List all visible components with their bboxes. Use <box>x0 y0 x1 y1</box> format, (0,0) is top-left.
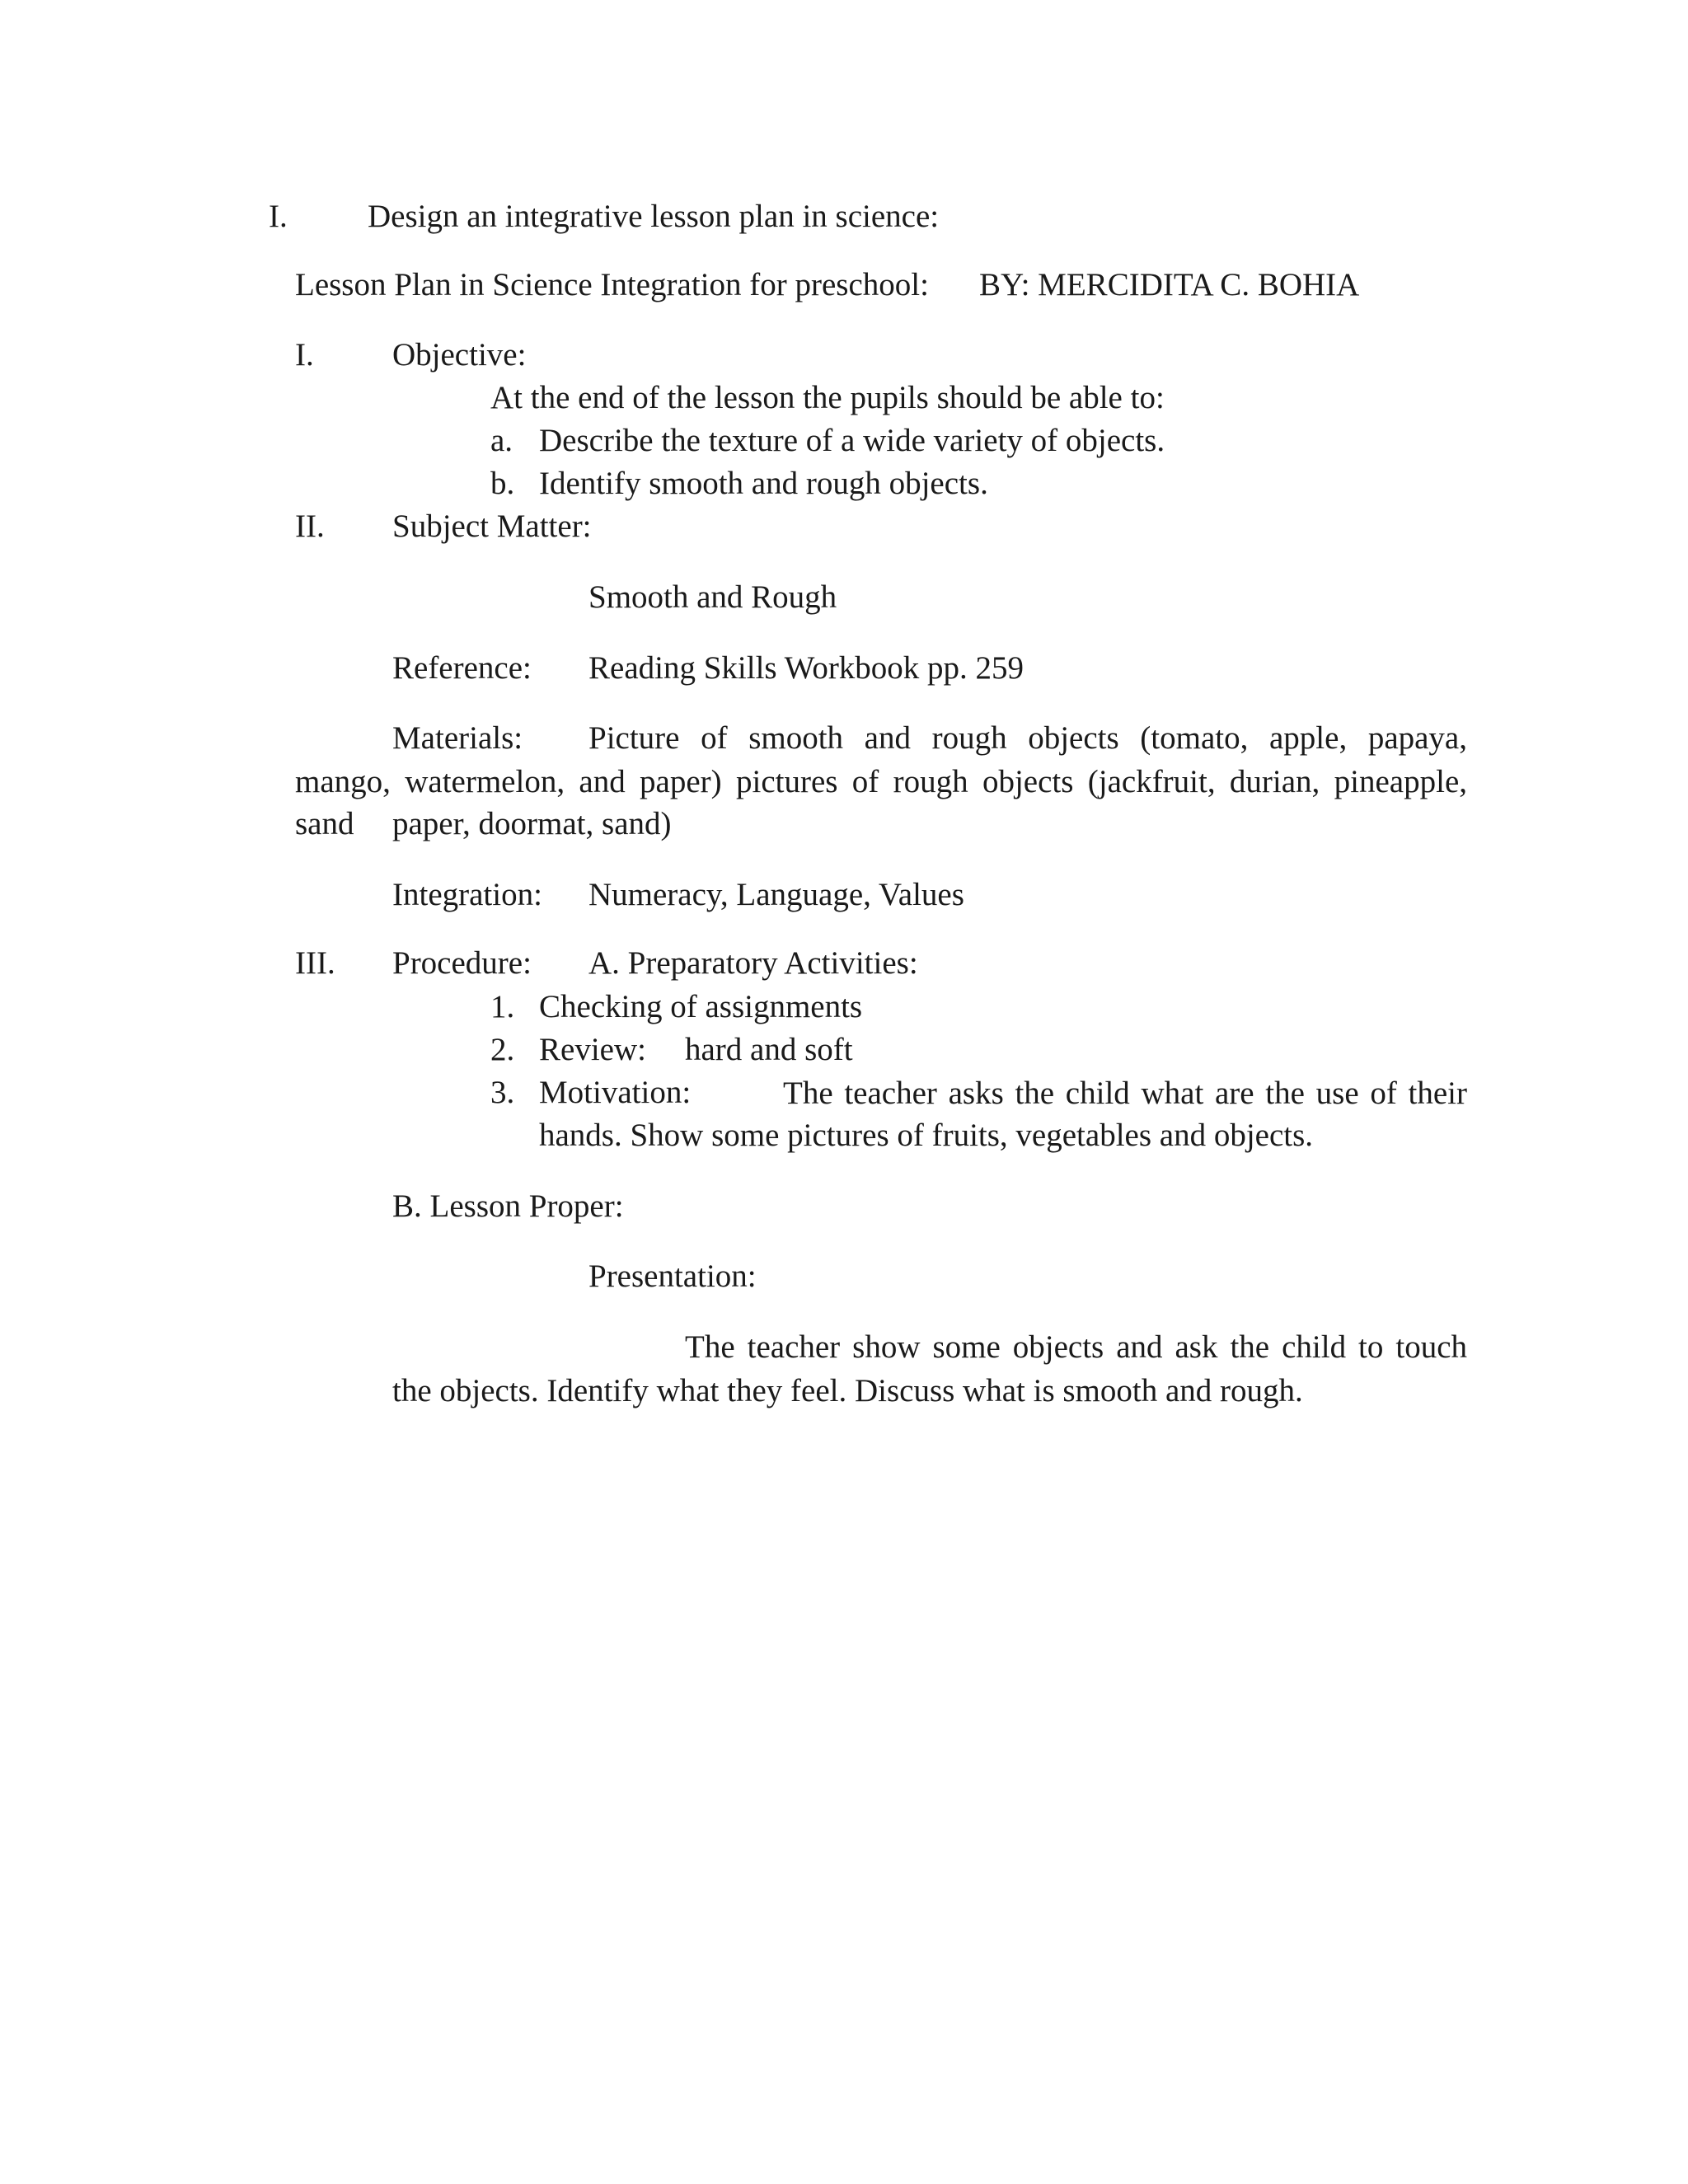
step-marker: 2. <box>490 1032 515 1067</box>
author-line: BY: MERCIDITA C. BOHIA <box>979 267 1360 302</box>
objective-label: Objective: <box>392 337 527 373</box>
step-value: hard and soft <box>685 1032 853 1067</box>
procedure-label: Procedure: <box>392 945 532 981</box>
lesson-plan-title: Lesson Plan in Science Integration for preschool: <box>295 267 929 302</box>
subject-matter-numeral: II. <box>295 509 325 544</box>
objective-intro: At the end of the lesson the pupils should be able to: <box>490 380 1165 415</box>
objective-item: Identify smooth and rough objects. <box>539 466 988 501</box>
step-label: Motivation: <box>539 1075 692 1110</box>
objective-item-marker: a. <box>490 423 513 458</box>
preparatory-activities-heading: A. Preparatory Activities: <box>588 945 918 981</box>
step-label: Checking of assignments <box>539 989 863 1024</box>
reference-label: Reference: <box>392 650 532 686</box>
materials-line-1: Picture of smooth and rough objects (tomato, apple, papaya, <box>588 720 1467 756</box>
step-value: The teacher asks the child what are the use of their <box>783 1076 1467 1111</box>
integration-value: Numeracy, Language, Values <box>588 877 964 912</box>
procedure-numeral: III. <box>295 945 335 981</box>
step-label: Review: <box>539 1032 646 1067</box>
lesson-proper-heading: B. Lesson Proper: <box>392 1188 624 1224</box>
reference-value: Reading Skills Workbook pp. 259 <box>588 650 1025 686</box>
objective-item-marker: b. <box>490 466 515 501</box>
objective-numeral: I. <box>295 337 314 373</box>
presentation-line-2: the objects. Identify what they feel. Discuss what is smooth and rough. <box>392 1373 1303 1408</box>
materials-line-2: mango, watermelon, and paper) pictures of rough objects (jackfruit, durian, pineapple, <box>295 764 1467 799</box>
objective-item: Describe the texture of a wide variety of objects. <box>539 423 1165 458</box>
materials-label: Materials: <box>392 720 523 756</box>
step-continuation: hands. Show some pictures of fruits, vegetables and objects. <box>539 1118 1314 1153</box>
heading-numeral: I. <box>269 199 288 234</box>
materials-line-3a: sand <box>295 806 354 841</box>
subject-matter-label: Subject Matter: <box>392 509 592 544</box>
step-marker: 1. <box>490 989 515 1024</box>
subject-topic: Smooth and Rough <box>588 579 837 615</box>
heading-text: Design an integrative lesson plan in science: <box>368 199 940 234</box>
step-marker: 3. <box>490 1075 515 1110</box>
presentation-line-1: The teacher show some objects and ask the child to touch <box>685 1329 1467 1365</box>
presentation-label: Presentation: <box>588 1258 757 1294</box>
materials-line-3b: paper, doormat, sand) <box>392 806 672 841</box>
integration-label: Integration: <box>392 877 542 912</box>
